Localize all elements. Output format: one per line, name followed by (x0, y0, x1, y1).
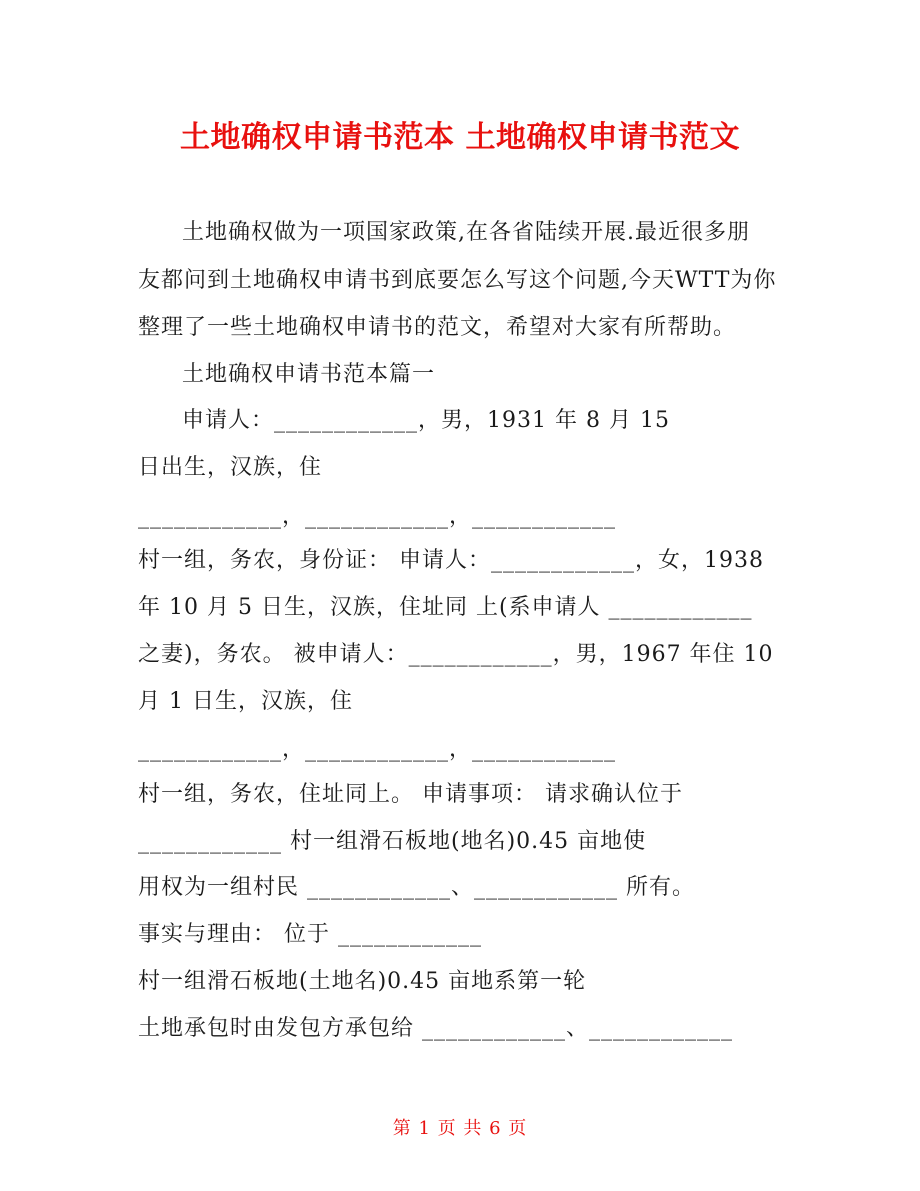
paragraph-line: 年 10 月 5 日生，汉族，住址同 上(系申请人 ____________ (138, 595, 753, 620)
paragraph-line: 村一组滑石板地(土地名)0.45 亩地系第一轮 (138, 969, 587, 994)
paragraph-line: 村一组，务农，身份证： 申请人：____________，女，1938 (138, 548, 764, 573)
paragraph-line: 整理了一些土地确权申请书的范文，希望对大家有所帮助。 (138, 315, 737, 340)
paragraph-line: ____________，____________，____________ (138, 737, 617, 762)
paragraph-line: 申请人：____________，男，1931 年 8 月 15 (182, 408, 670, 433)
page-number-footer: 第 1 页 共 6 页 (392, 1118, 528, 1139)
paragraph-line: 事实与理由： 位于 ____________ (138, 922, 482, 947)
paragraph-line: 之妻)，务农。 被申请人：____________，男，1967 年住 10 (138, 642, 774, 667)
paragraph-line: 村一组，务农，住址同上。 申请事项： 请求确认位于 (138, 782, 683, 807)
paragraph-line: 月 1 日生，汉族，住 (138, 689, 353, 714)
document-title: 土地确权申请书范本 土地确权申请书范文 (180, 120, 740, 155)
section-heading: 土地确权申请书范本篇一 (182, 362, 436, 387)
paragraph-line: 友都问到土地确权申请书到底要怎么写这个问题,今天WTT为你 (138, 268, 777, 293)
paragraph-line: ____________，____________，____________ (138, 504, 617, 529)
paragraph-line: 土地承包时由发包方承包给 ____________、____________ (138, 1016, 733, 1041)
paragraph-line: 日出生，汉族，住 (138, 455, 323, 480)
paragraph-line: 用权为一组村民 ____________、____________ 所有。 (138, 875, 695, 900)
paragraph-line: 土地确权做为一项国家政策,在各省陆续开展.最近很多朋 (182, 220, 750, 245)
paragraph-line: ____________ 村一组滑石板地(地名)0.45 亩地使 (138, 829, 647, 854)
